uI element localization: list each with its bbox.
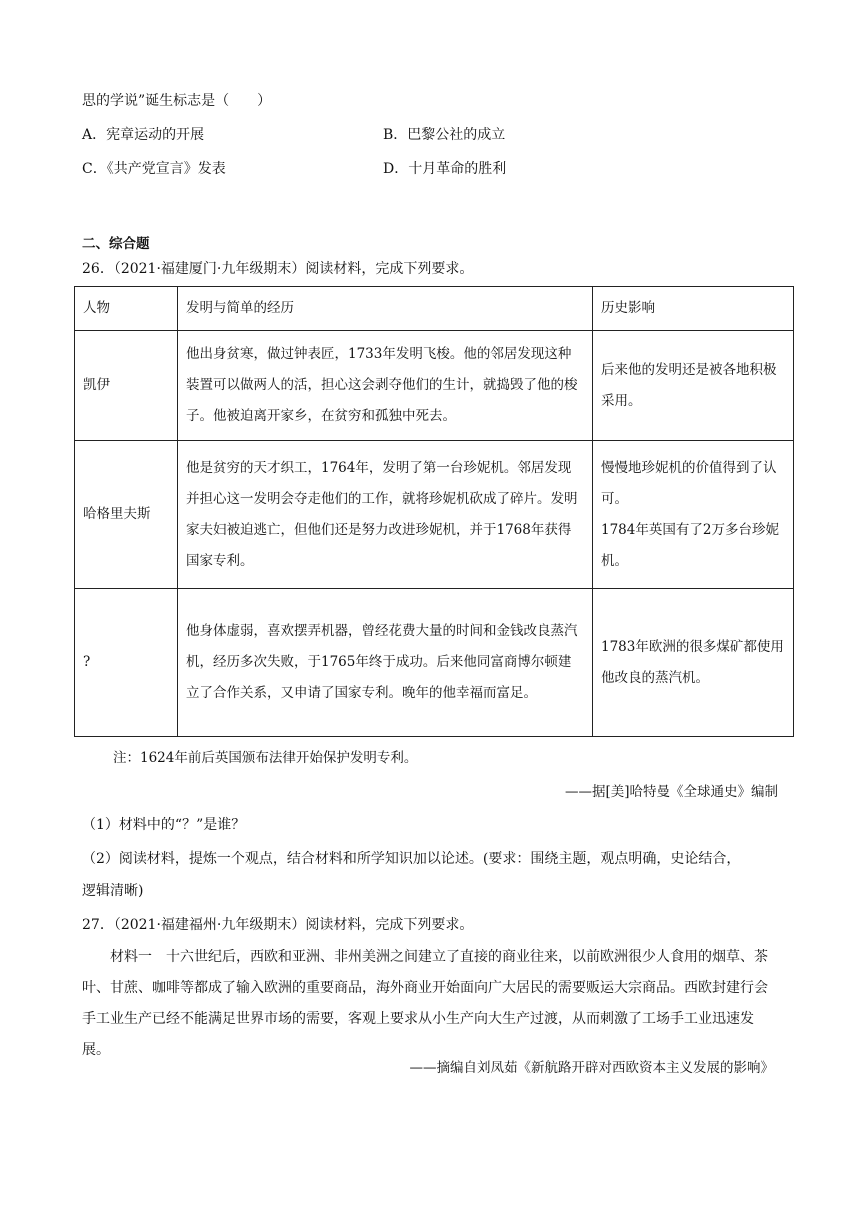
person-story: 他出身贫寒，做过钟表匠，1733年发明飞梭。他的邻居发现这种装置可以做两人的活，担心这会剥夺他们的生计，就捣毁了他的梭子。他被迫离开家乡，在贫穷和孤独中死去。 xyxy=(178,331,593,441)
header-person: 人物 xyxy=(75,287,178,331)
impact-line: 1784年英国有了2万多台珍妮机。 xyxy=(601,521,779,569)
source-citation: ——摘编自刘凤茹《新航路开辟对西欧资本主义发展的影响》 xyxy=(409,1060,774,1076)
option-b: B．巴黎公社的成立 xyxy=(383,127,506,143)
source-citation: ——据[美]哈特曼《全球通史》编制 xyxy=(564,784,778,800)
material-one: 材料一 十六世纪后，西欧和亚洲、非州美洲之间建立了直接的商业往来，以前欧洲很少人食用的烟草、茶叶、甘蔗、咖啡等都成了输入欧洲的重要商品，海外商业开始面向广大居民的需要贩运大宗商品。西欧封建行会手工业生产已经不能满足世界市场的需要，客观上要求从小生产向大生产过渡，从而刺激了工场手工业迅速发展。 xyxy=(82,949,768,1058)
impact-line: 后来他的发明还是被各地积极采用。 xyxy=(601,361,777,409)
option-c: C．《共产党宣言》发表 xyxy=(82,161,226,177)
sub-question-2: （2）阅读材料，提炼一个观点，结合材料和所学知识加以论述。(要求：围绕主题，观点明确，史论结合， xyxy=(82,851,741,867)
person-story: 他是贫穷的天才织工，1764年，发明了第一台珍妮机。邻居发现并担心这一发明会夺走他们的工作，就将珍妮机砍成了碎片。发明家夫妇被迫逃亡，但他们还是努力改进珍妮机，并于1768年获得国家专利。 xyxy=(178,441,593,589)
table-note: 注：1624年前后英国颁布法律开始保护发明专利。 xyxy=(113,750,418,766)
person-impact xyxy=(593,441,794,589)
sub-question-2-continued: 逻辑清晰) xyxy=(82,883,144,899)
sub-question-1: （1）材料中的“？”是谁？ xyxy=(82,817,246,833)
question-25-tail: 思的学说”诞生标志是（ ） xyxy=(82,93,272,109)
person-impact xyxy=(593,331,794,441)
header-impact: 历史影响 xyxy=(593,287,794,331)
table-row xyxy=(75,441,794,589)
impact-line: 慢慢地珍妮机的价值得到了认可。 xyxy=(601,459,777,507)
header-invention: 发明与简单的经历 xyxy=(178,287,593,331)
impact-line: 1783年欧洲的很多煤矿都使用他改良的蒸汽机。 xyxy=(601,638,784,686)
table-header-row xyxy=(75,287,794,331)
person-impact xyxy=(593,589,794,737)
question-27-stem: 27．（2021·福建福州·九年级期末）阅读材料，完成下列要求。 xyxy=(82,917,474,933)
table-row xyxy=(75,331,794,441)
table-row xyxy=(75,589,794,737)
material-table xyxy=(74,286,794,737)
option-a: A．宪章运动的开展 xyxy=(82,127,205,143)
question-26-stem: 26．（2021·福建厦门·九年级期末）阅读材料，完成下列要求。 xyxy=(82,261,474,277)
option-d: D．十月革命的胜利 xyxy=(383,161,507,177)
person-story: 他身体虚弱，喜欢摆弄机器，曾经花费大量的时间和金钱改良蒸汽机，经历多次失败，于1765年终于成功。后来他同富商博尔顿建立了合作关系，又申请了国家专利。晚年的他幸福而富足。 xyxy=(178,589,593,737)
person-name: 哈格里夫斯 xyxy=(75,441,178,589)
person-name: ? xyxy=(75,589,178,737)
section-title: 二、综合题 xyxy=(82,236,150,252)
person-name: 凯伊 xyxy=(75,331,178,441)
